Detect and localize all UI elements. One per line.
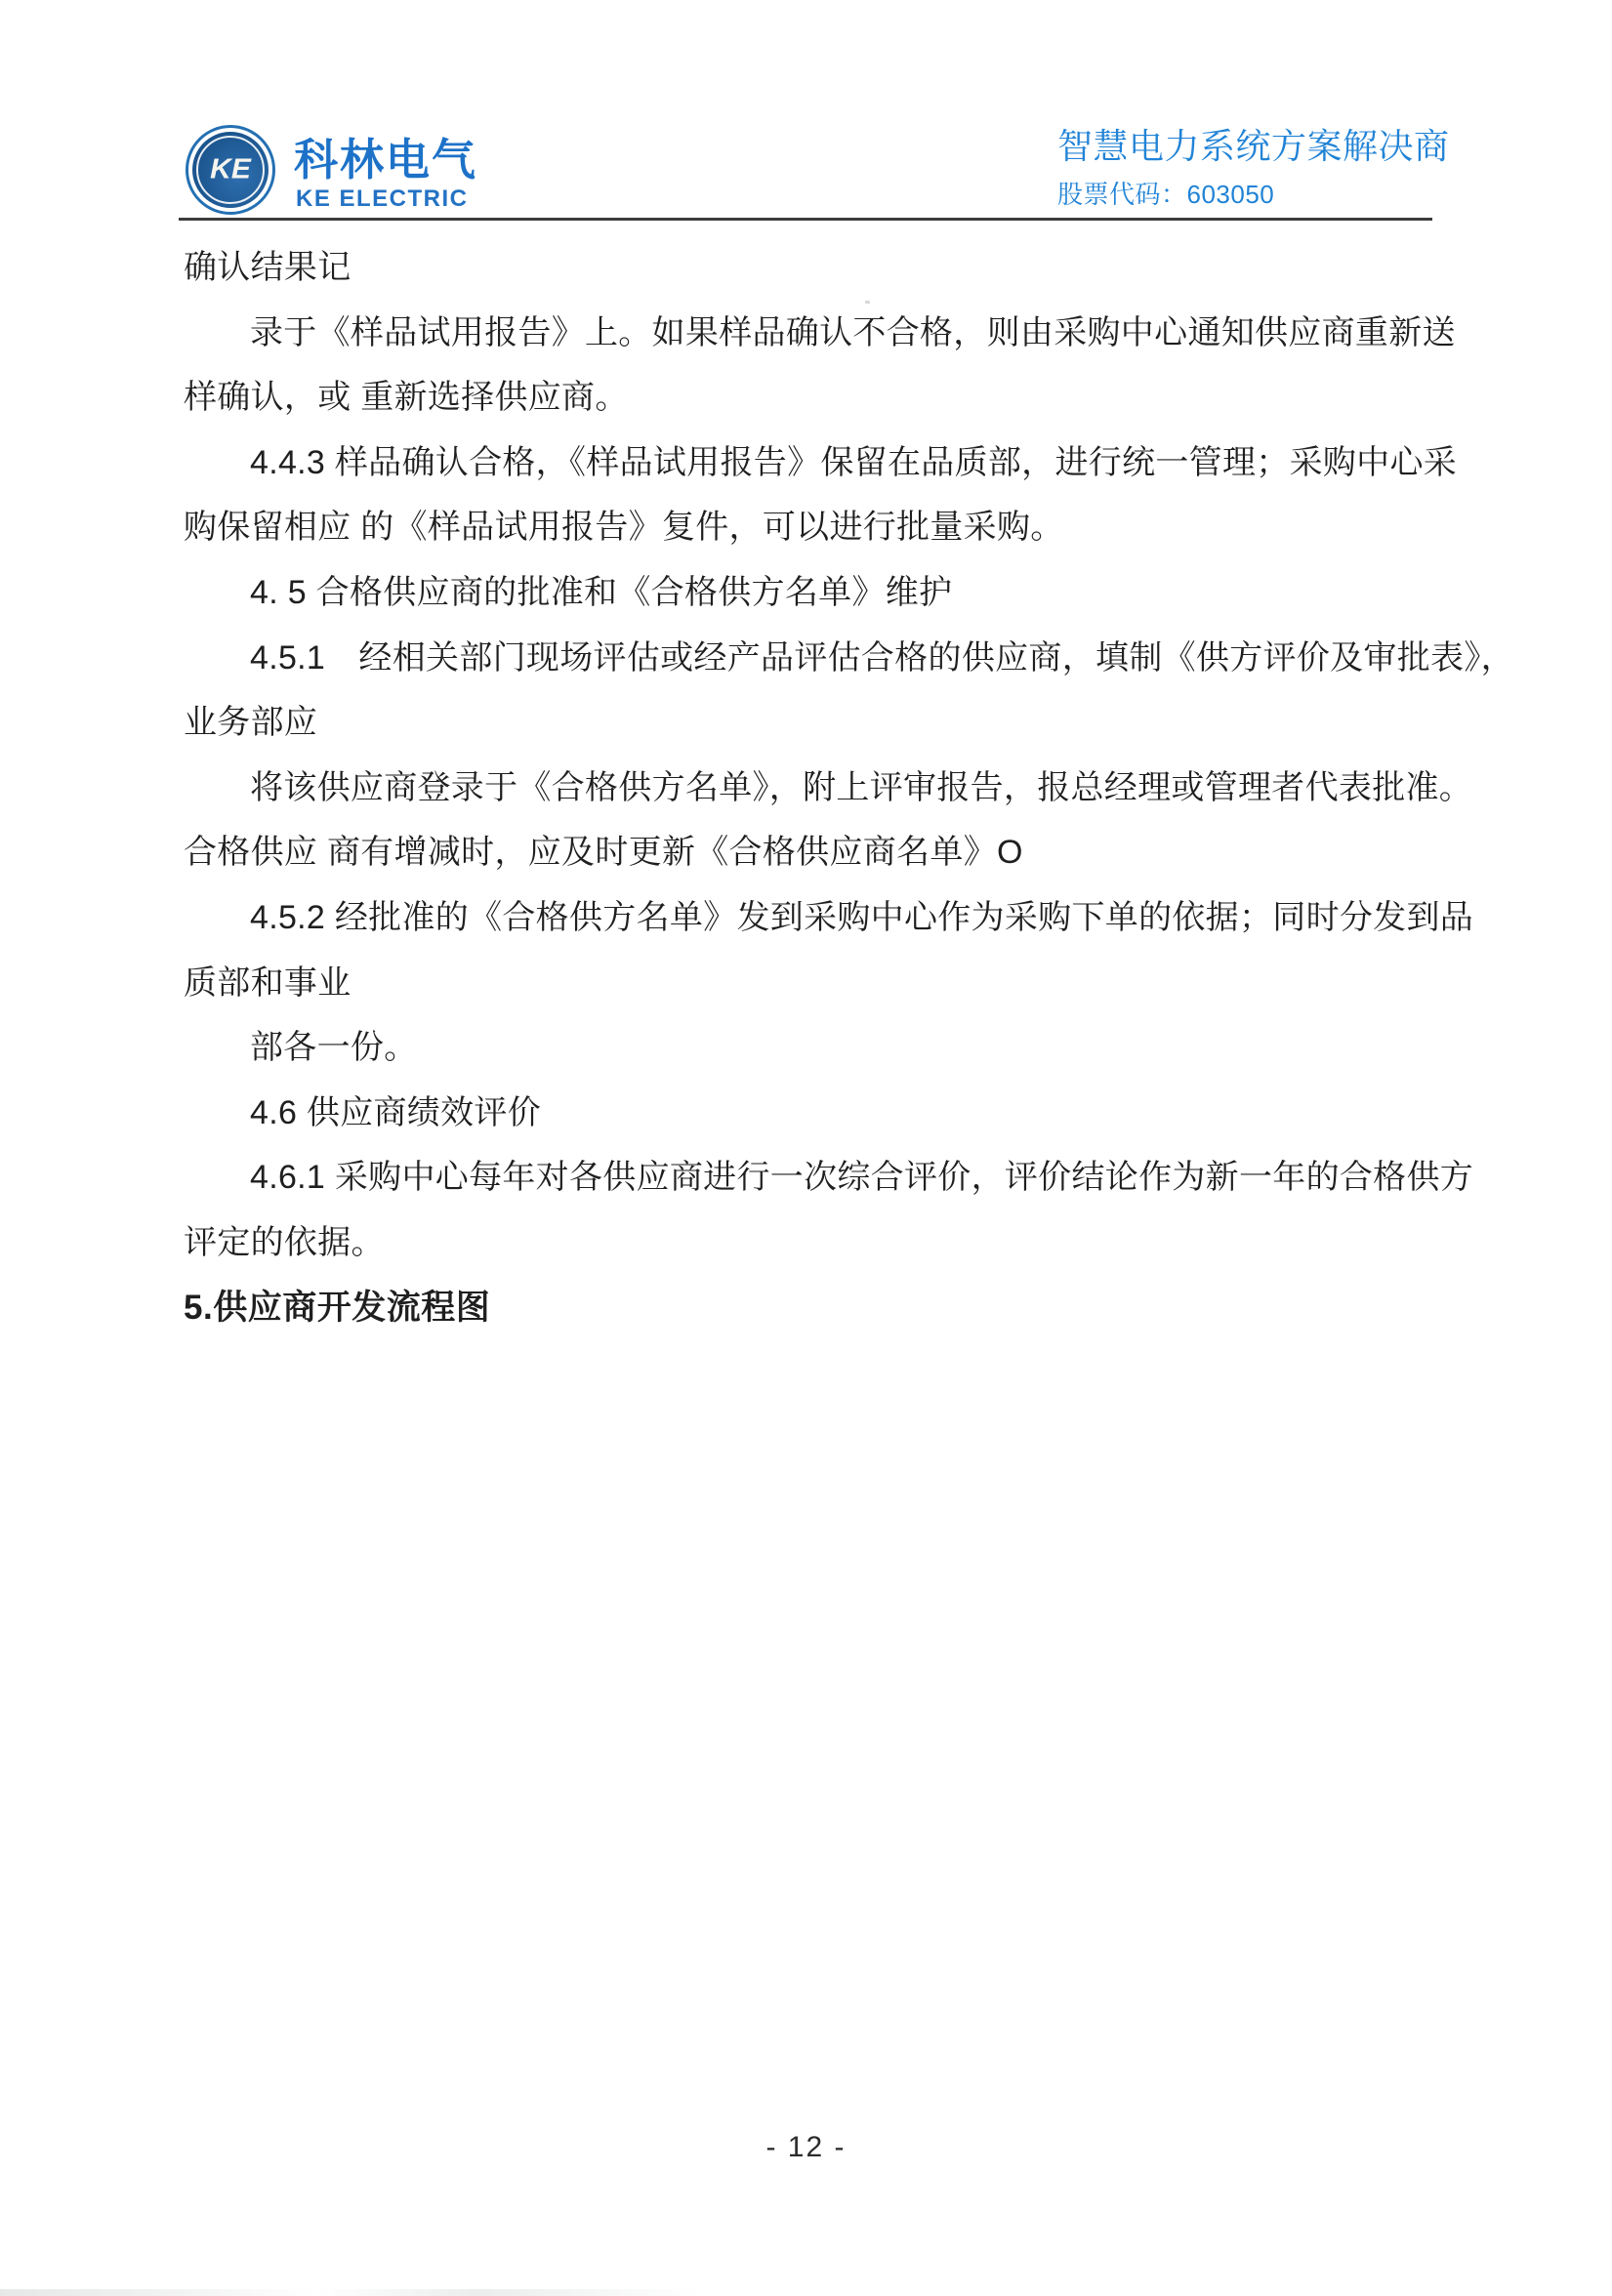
body-line: 4.4.3 样品确认合格，《样品试用报告》保留在品质部，进行统一管理；采购中心采 [250,443,1458,481]
body-line: 4. 5 合格供应商的批准和《合格供方名单》维护 [250,573,953,611]
body-line: 购保留相应 的《样品试用报告》复件，可以进行批量采购。 [184,509,1064,547]
header-divider [179,218,1432,221]
body-line: 业务部应 [184,704,318,742]
scan-edge-smudge [0,2289,703,2296]
company-slogan: 智慧电力系统方案解决商 [1057,126,1450,166]
body-line: 将该供应商登录于《合格供方名单》，附上评审报告，报总经理或管理者代表批准。 [250,768,1473,806]
body-line: 确认结果记 [184,249,351,286]
section-heading: 5.供应商开发流程图 [184,1288,491,1327]
company-logo-icon [186,125,275,215]
body-line: 录于《样品试用报告》上。如果样品确认不合格，则由采购中心通知供应商重新送 [250,313,1456,351]
body-line: 评定的依据。 [184,1223,385,1261]
body-line: 4.6 供应商绩效评价 [250,1093,542,1131]
logo-mark-text: KE [210,153,251,185]
page-number: - 12 - [765,2131,847,2163]
body-line: 样确认，或 重新选择供应商。 [184,379,629,417]
scan-speck [865,301,870,305]
company-name-en: KE ELECTRIC [296,185,469,212]
body-line: 质部和事业 [184,964,351,1002]
logo-disc [192,132,269,208]
body-line: 部各一份。 [250,1029,418,1067]
stock-code: 股票代码：603050 [1057,180,1275,209]
body-line: 4.6.1 采购中心每年对各供应商进行一次综合评价，评价结论作为新一年的合格供方 [250,1159,1474,1197]
body-line: 4.5.2 经批准的《合格供方名单》发到采购中心作为采购下单的依据；同时分发到品 [250,898,1474,936]
document-body [184,235,1514,1340]
body-line: 4.5.1 经相关部门现场评估或经产品评估合格的供应商，填制《供方评价及审批表》， [250,638,1514,676]
company-name-cn: 科林电气 [294,135,478,184]
body-line: 合格供应 商有增减时，应及时更新《合格供应商名单》O [184,834,1023,872]
